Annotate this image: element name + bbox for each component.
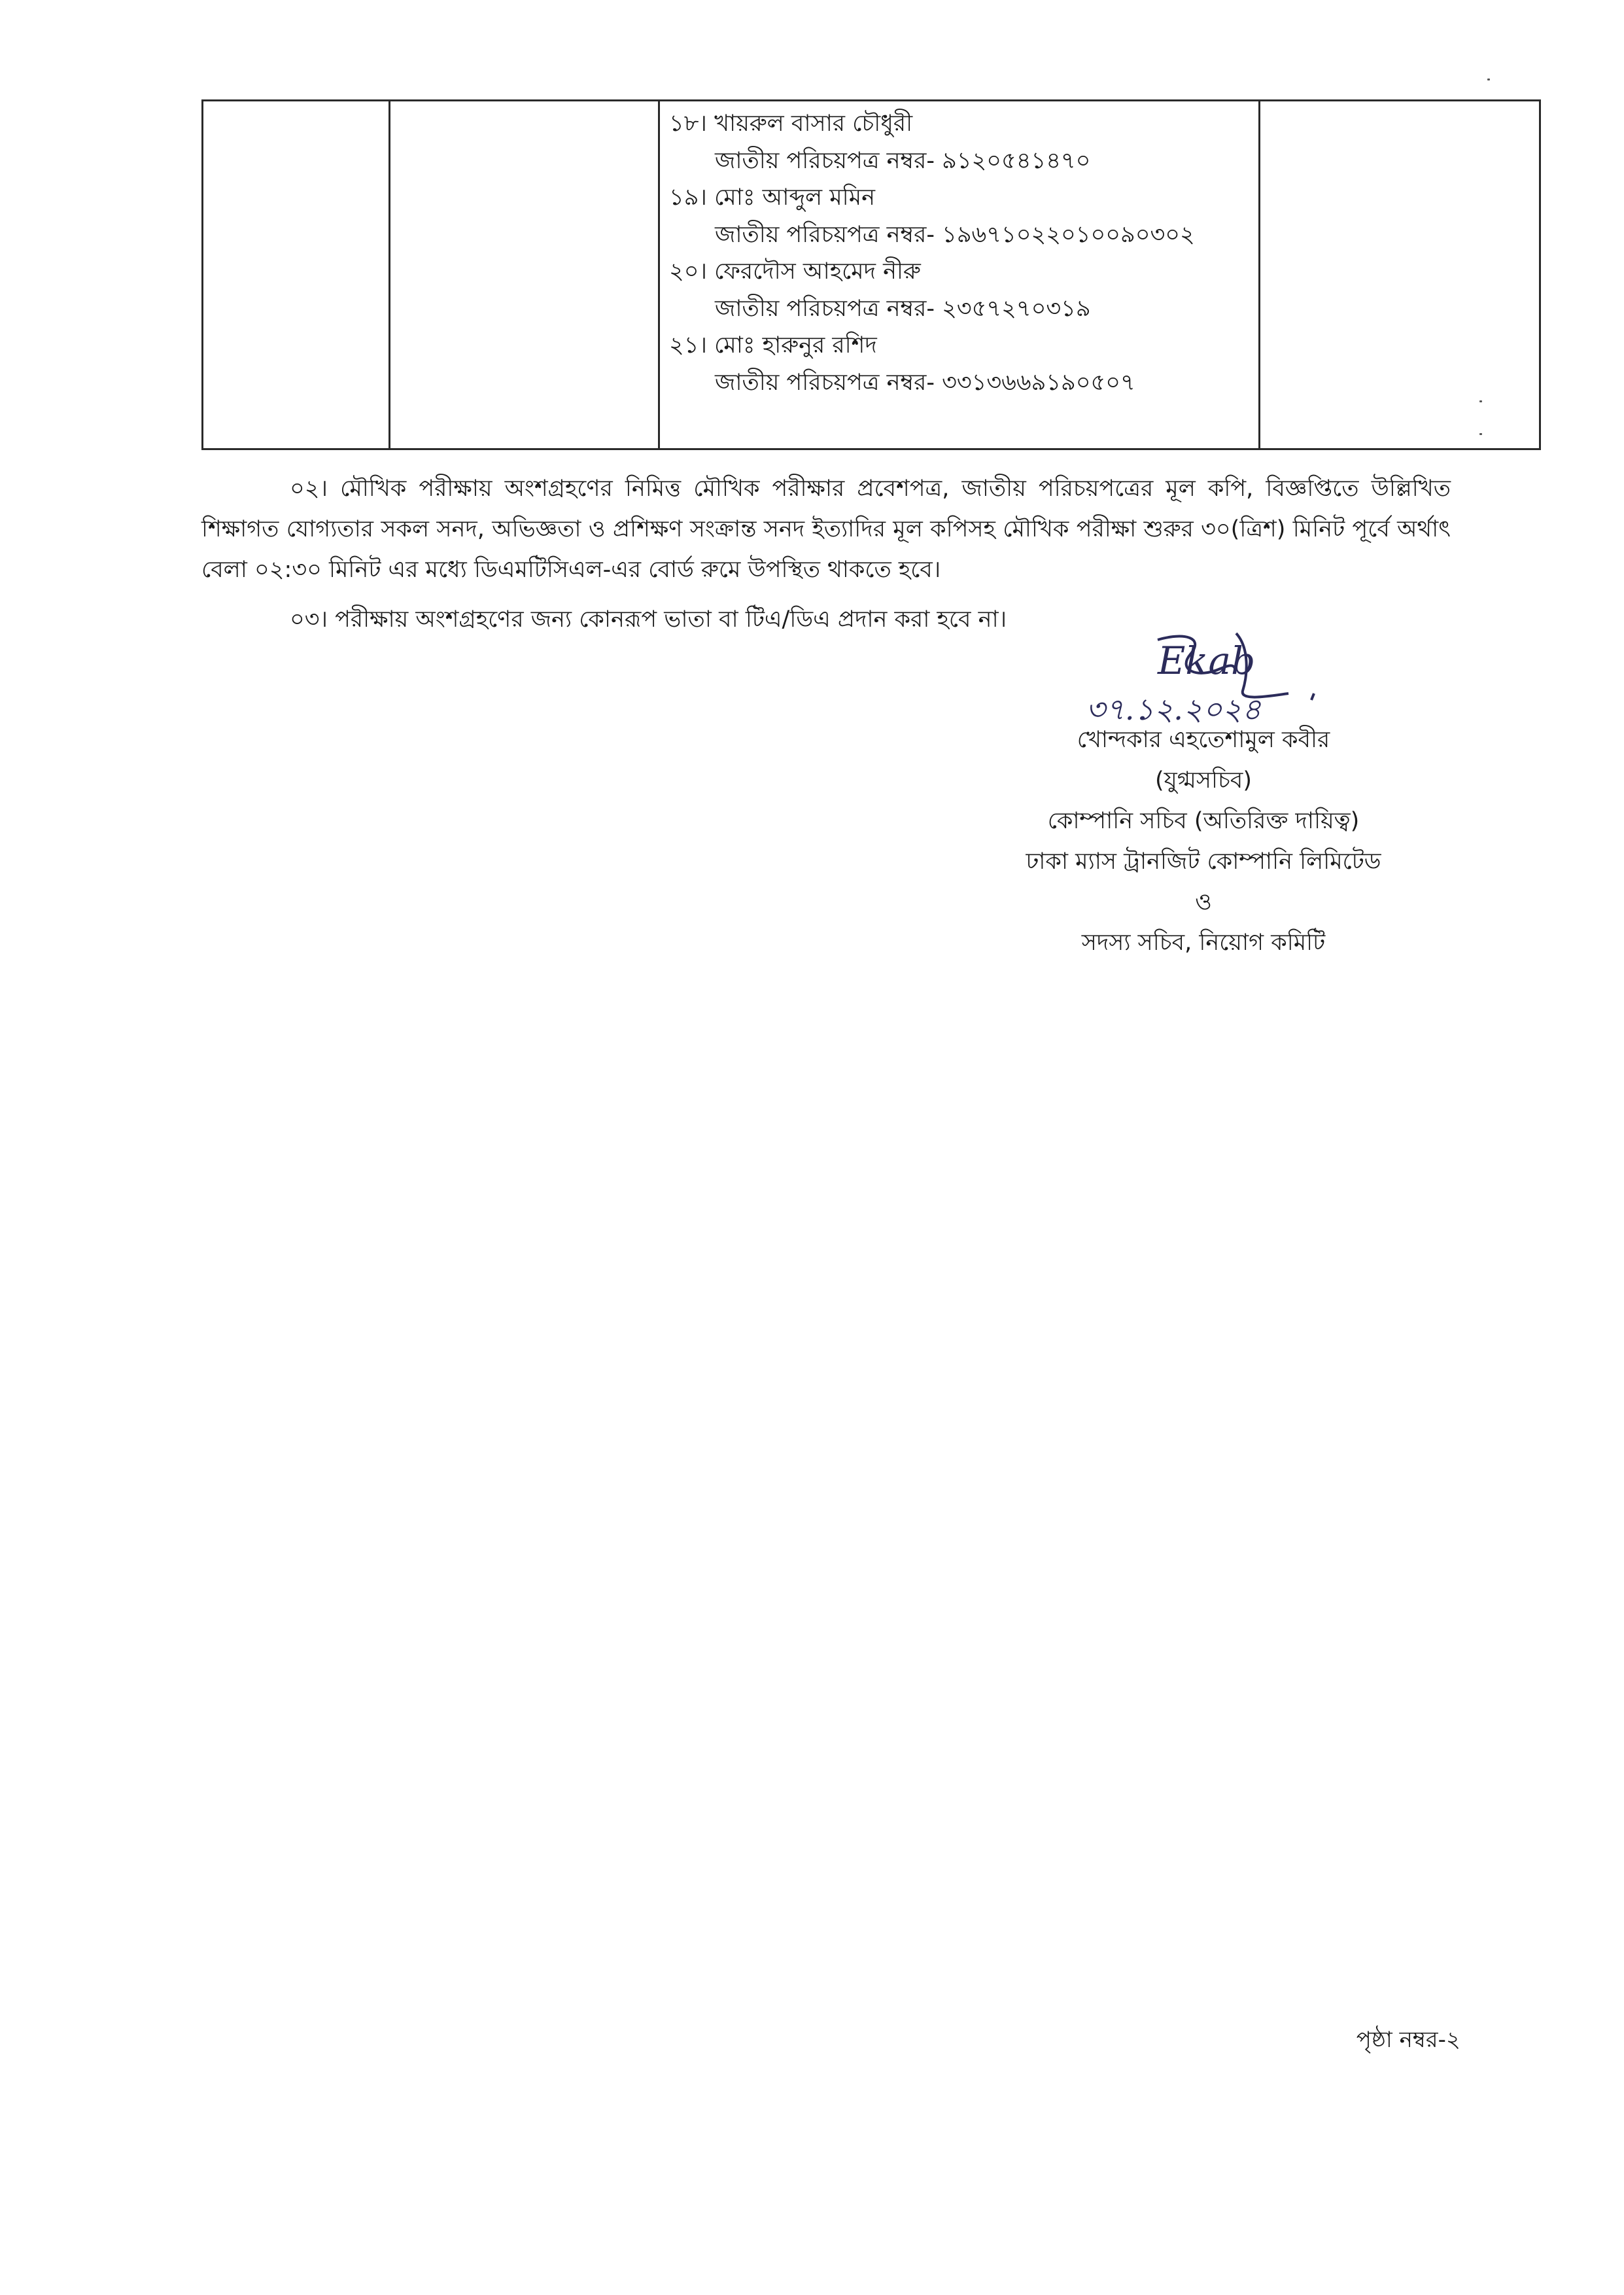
scan-speck: [1487, 79, 1490, 80]
signatory-rank: (যুগ্মসচিব): [1154, 767, 1253, 794]
page-number: পৃষ্ঠা নম্বর-২: [1356, 2027, 1460, 2053]
signature-date: ৩৭.১২.২০২৪: [1086, 692, 1262, 726]
handwritten-signature: [961, 628, 1328, 726]
candidate-nid: জাতীয় পরিচয়পত্র নম্বর- ৩৩১৩৬৬৯১৯০৫০৭: [715, 369, 1135, 396]
signatory-role: সদস্য সচিব, নিয়োগ কমিটি: [1081, 930, 1326, 956]
signatory-name: খোন্দকার এহতেশামুল কবীর: [1077, 727, 1330, 753]
candidate-name: ২১। মোঃ হারুনুর রশিদ: [669, 332, 877, 359]
paragraph-text: ০৩। পরীক্ষায় অংশগ্রহণের জন্য কোনরূপ ভাতা বা টিএ/ডিএ প্রদান করা হবে না।: [290, 606, 1007, 633]
table-column-divider: [1258, 101, 1260, 448]
signatory-designation: কোম্পানি সচিব (অতিরিক্ত দায়িত্ব): [1047, 808, 1360, 834]
candidate-list-cell: [669, 105, 1251, 401]
scan-speck: [1479, 433, 1482, 435]
paragraph-text: ০২। মৌখিক পরীক্ষায় অংশগ্রহণের নিমিত্ত মৌখিক পরীক্ষার প্রবেশপত্র, জাতীয় পরিচয়পত্রের মূল কপি, বিজ্ঞপ্তিতে উল্লিখিত শিক্ষাগত যোগ্যতার সকল সনদ, অভিজ্ঞতা ও প্রশিক্ষণ সংক্রান্ত সনদ ইত্যাদির মূল কপিসহ মৌখিক পরীক্ষা শুরুর ৩০(ত্রিশ) মিনিট পূর্বে অর্থাৎ বেলা ০২:৩০ মিনিট এর মধ্যে ডিএমটিসিএল-এর বোর্ড রুমে উপস্থিত থাকতে হবে।: [201, 476, 1451, 583]
candidate-nid: জাতীয় পরিচয়পত্র নম্বর- ২৩৫৭২৭০৩১৯: [715, 295, 1091, 322]
signatory-organization: ঢাকা ম্যাস ট্রানজিট কোম্পানি লিমিটেড: [1026, 849, 1381, 875]
signatory-conjunction: ও: [1195, 889, 1212, 915]
signatory-block: [948, 720, 1459, 963]
signature-name: Ekab: [1158, 639, 1256, 683]
instruction-paragraph-02: [201, 468, 1451, 590]
table-column-divider: [389, 101, 390, 448]
candidate-table: [201, 99, 1541, 450]
candidate-nid: জাতীয় পরিচয়পত্র নম্বর- ৯১২০৫৪১৪৭০: [715, 147, 1091, 174]
scan-speck: [1479, 400, 1482, 402]
table-column-divider: [658, 101, 660, 448]
signature-graphic: [961, 628, 1328, 726]
candidate-name: ১৯। মোঃ আব্দুল মমিন: [669, 184, 876, 211]
candidate-nid: জাতীয় পরিচয়পত্র নম্বর- ১৯৬৭১০২২০১০০৯০৩০২: [715, 221, 1195, 248]
candidate-name: ২০। ফেরদৌস আহমেদ নীরু: [669, 258, 921, 285]
candidate-name: ১৮। খায়রুল বাসার চৌধুরী: [669, 111, 913, 137]
